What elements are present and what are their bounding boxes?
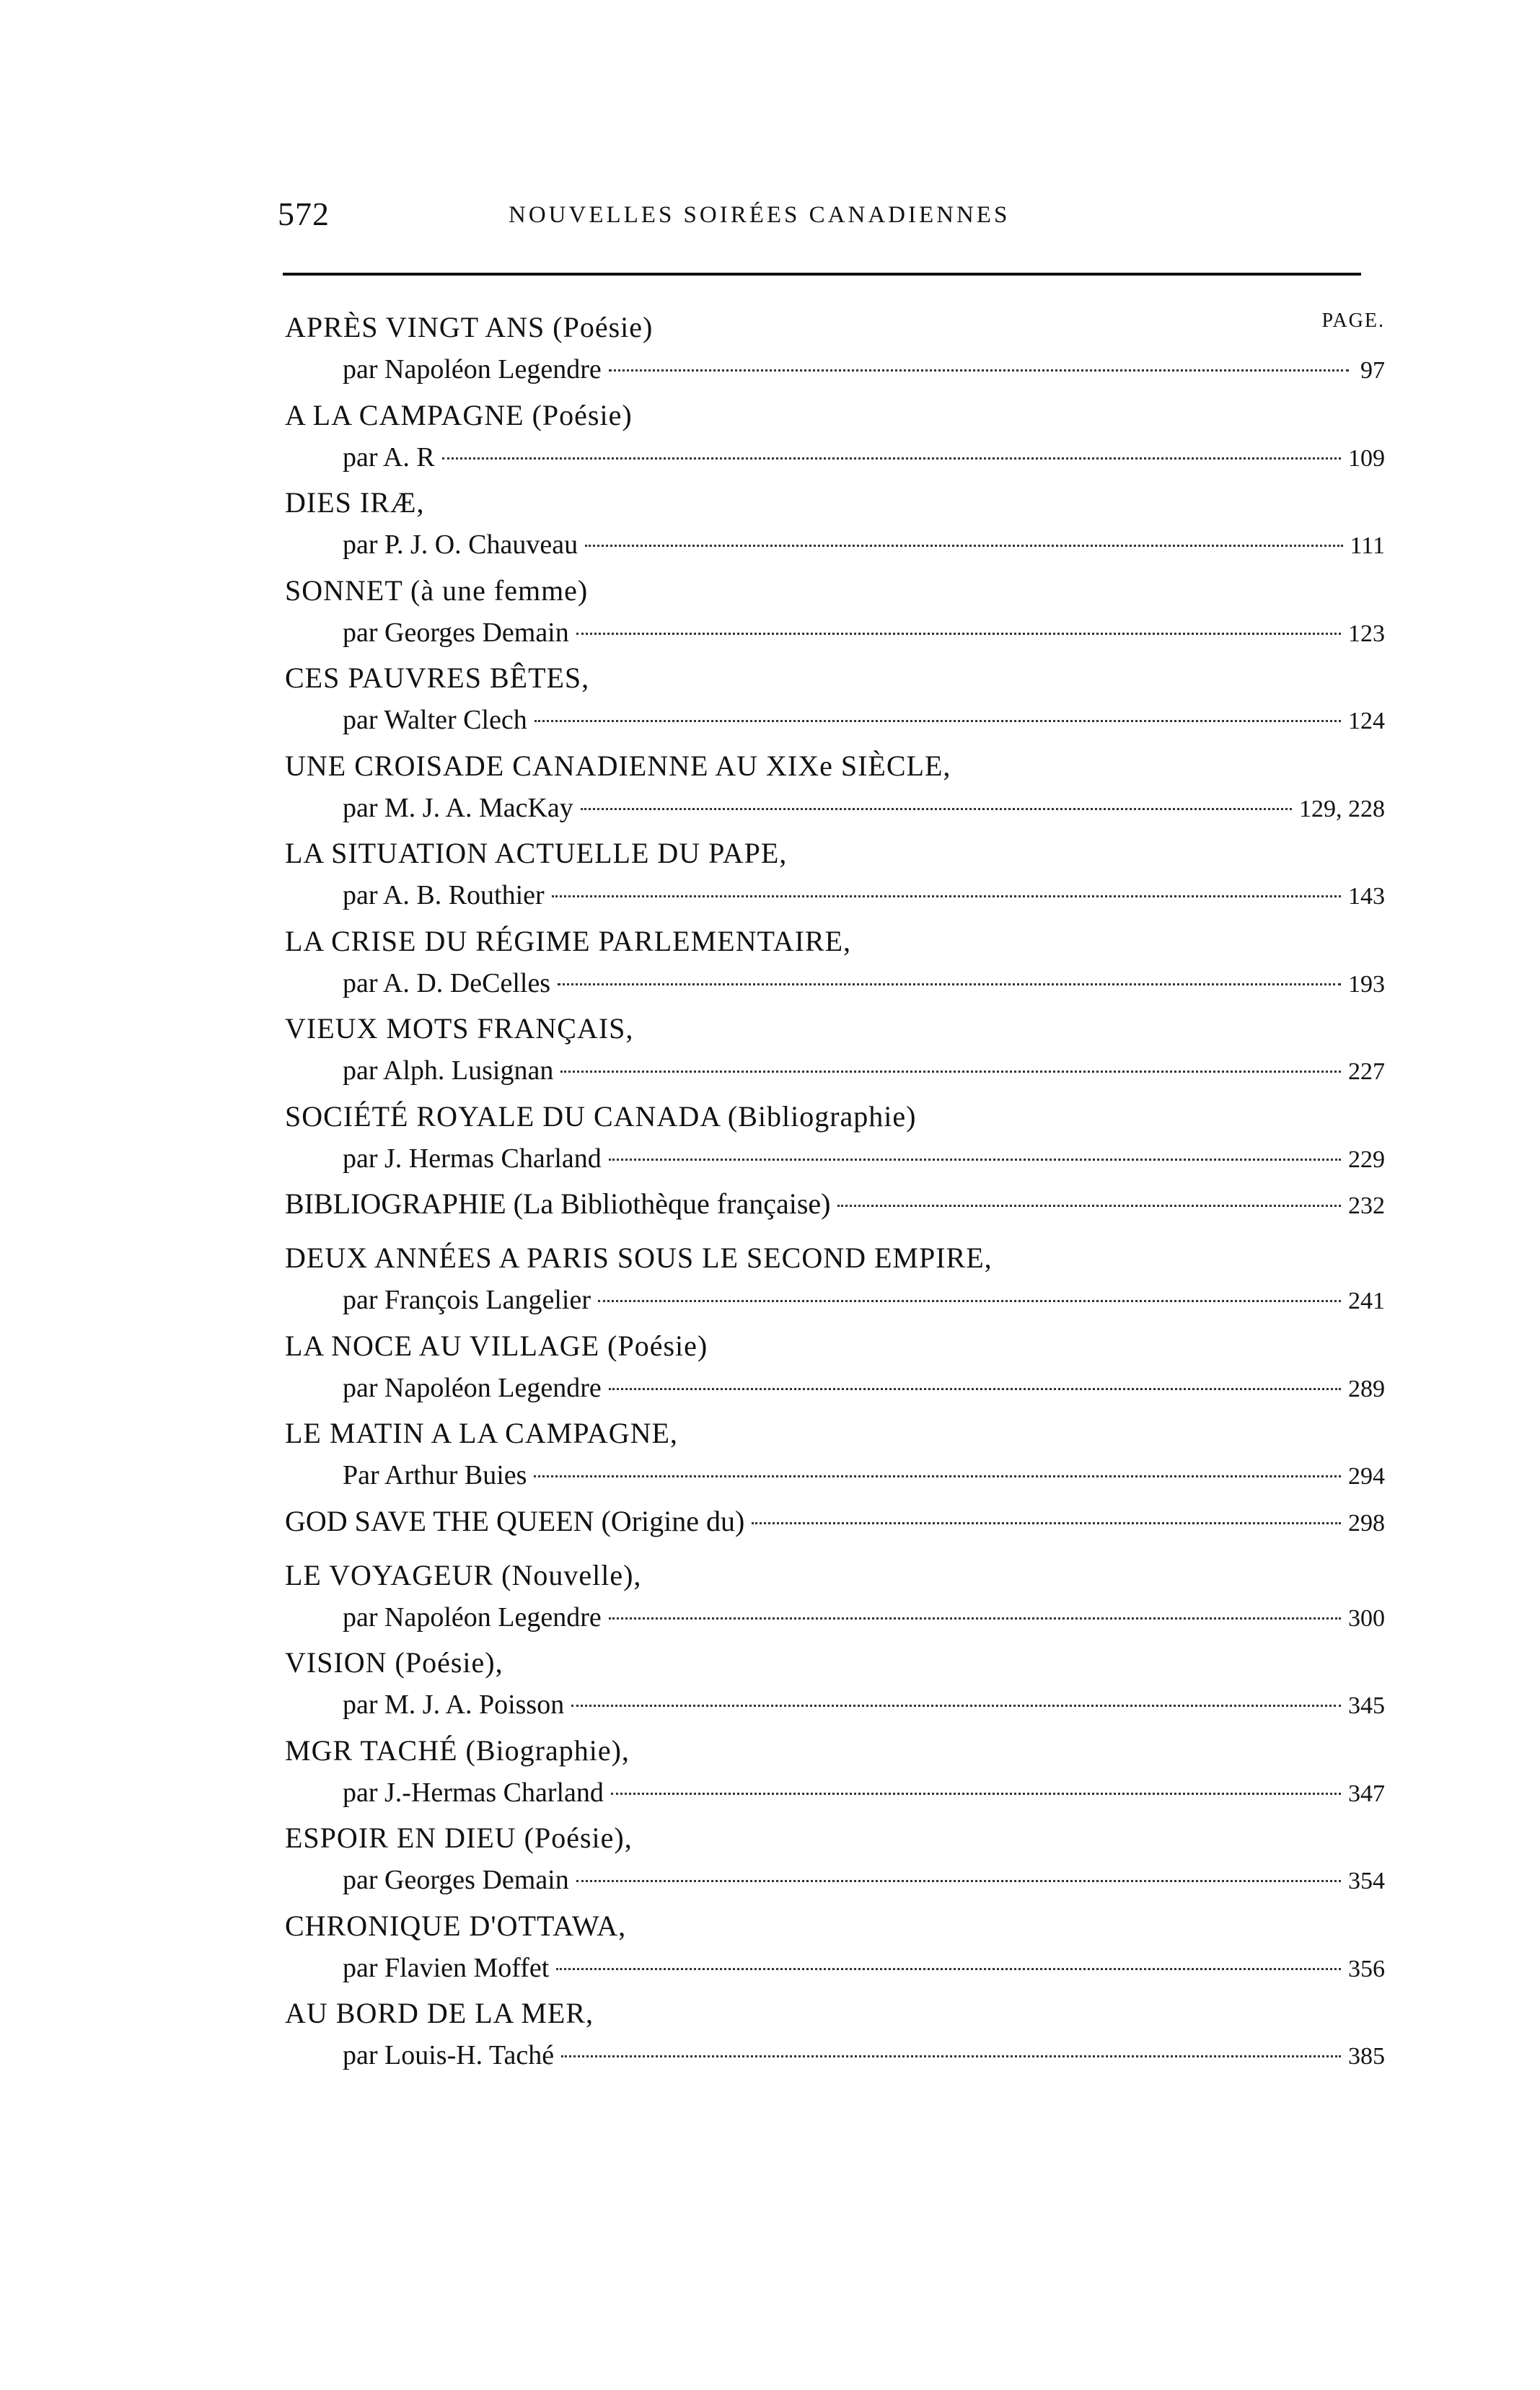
dot-leader xyxy=(609,1159,1341,1161)
toc-entry xyxy=(285,1730,1385,1818)
entry-title: LA CRISE DU RÉGIME PARLEMENTAIRE, xyxy=(285,924,852,957)
entry-byline: par Louis-H. Taché xyxy=(343,2040,555,2070)
entry-title: CHRONIQUE D'OTTAWA, xyxy=(285,1909,627,1942)
entry-line xyxy=(343,1138,1385,1179)
entry-title: ESPOIR EN DIEU (Poésie), xyxy=(285,1822,633,1854)
table-of-contents xyxy=(285,307,1385,2081)
entry-page: 109 xyxy=(1348,444,1385,472)
entry-title: APRÈS VINGT ANS (Poésie) xyxy=(285,311,654,343)
toc-entry xyxy=(285,1413,1385,1501)
entry-page: 97 xyxy=(1360,357,1385,384)
entry-title: DIES IRÆ, xyxy=(285,486,425,519)
entry-page: 232 xyxy=(1348,1192,1385,1219)
toc-entry xyxy=(285,1905,1385,1993)
entry-title: CES PAUVRES BÊTES, xyxy=(285,662,590,694)
entry-line xyxy=(343,787,1385,829)
dot-leader xyxy=(609,369,1349,372)
entry-line xyxy=(343,699,1385,741)
entry-byline: par Georges Demain xyxy=(343,617,569,648)
entry-byline: par M. J. A. Poisson xyxy=(343,1690,565,1720)
entry-line xyxy=(343,1947,1385,1989)
dot-leader xyxy=(609,1617,1341,1620)
entry-line xyxy=(285,1501,1385,1542)
dot-leader xyxy=(552,895,1341,897)
entry-page: 356 xyxy=(1348,1955,1385,1982)
entry-page: 300 xyxy=(1348,1604,1385,1632)
entry-line xyxy=(343,1454,1385,1496)
entry-byline: par M. J. A. MacKay xyxy=(343,792,573,823)
dot-leader xyxy=(752,1522,1341,1524)
dot-leader xyxy=(534,720,1341,722)
entry-line xyxy=(343,612,1385,654)
toc-entry xyxy=(285,570,1385,658)
entry-byline: par A. B. Routhier xyxy=(343,880,545,910)
entry-byline: par Flavien Moffet xyxy=(343,1952,550,1983)
entry-line xyxy=(343,2034,1385,2076)
entry-line xyxy=(343,348,1385,390)
entry-title: GOD SAVE THE QUEEN (Origine du) xyxy=(285,1504,745,1537)
toc-entry xyxy=(285,1555,1385,1643)
toc-entry xyxy=(285,307,1385,395)
entry-title: A LA CAMPAGNE (Poésie) xyxy=(285,398,633,431)
dot-leader xyxy=(556,1968,1341,1970)
toc-entry xyxy=(285,1501,1385,1555)
entry-title: VISION (Poésie), xyxy=(285,1646,503,1679)
dot-leader xyxy=(598,1300,1341,1302)
toc-entry xyxy=(285,1817,1385,1905)
entry-page: 345 xyxy=(1348,1692,1385,1719)
entry-page: 298 xyxy=(1348,1509,1385,1537)
entry-page: 294 xyxy=(1348,1463,1385,1490)
entry-line xyxy=(343,1772,1385,1814)
entry-byline: par Napoléon Legendre xyxy=(343,1372,602,1403)
toc-entry xyxy=(285,395,1385,483)
toc-entry xyxy=(285,1642,1385,1730)
entry-title: VIEUX MOTS FRANÇAIS, xyxy=(285,1012,634,1045)
entry-line xyxy=(343,1279,1385,1321)
entry-byline: par Napoléon Legendre xyxy=(343,1602,602,1633)
dot-leader xyxy=(534,1475,1341,1477)
entry-title: LA NOCE AU VILLAGE (Poésie) xyxy=(285,1329,708,1362)
toc-entry xyxy=(285,1237,1385,1325)
toc-entry xyxy=(285,832,1385,921)
entry-title: AU BORD DE LA MER, xyxy=(285,1997,594,2029)
entry-line xyxy=(343,524,1385,566)
entry-byline: par François Langelier xyxy=(343,1285,591,1315)
entry-byline: par A. D. DeCelles xyxy=(343,967,551,998)
dot-leader xyxy=(611,1793,1341,1795)
entry-title: BIBLIOGRAPHIE (La Bibliothèque française) xyxy=(285,1187,831,1220)
dot-leader xyxy=(442,457,1341,460)
dot-leader xyxy=(561,2055,1341,2057)
page-column-label: PAGE. xyxy=(1321,309,1385,332)
dot-leader xyxy=(571,1705,1341,1707)
toc-entry xyxy=(285,1096,1385,1184)
entry-line xyxy=(343,1050,1385,1091)
entry-page: 241 xyxy=(1348,1288,1385,1314)
entry-line xyxy=(343,1859,1385,1901)
entry-byline: par Alph. Lusignan xyxy=(343,1055,554,1086)
entry-page: 227 xyxy=(1348,1058,1385,1085)
entry-line xyxy=(343,962,1385,1004)
entry-byline: Par Arthur Buies xyxy=(343,1460,527,1490)
running-title: NOUVELLES SOIRÉES CANADIENNES xyxy=(509,202,1011,228)
entry-title: DEUX ANNÉES A PARIS SOUS LE SECOND EMPIRE, xyxy=(285,1242,993,1274)
entry-byline: par A. R xyxy=(343,441,435,473)
entry-line xyxy=(343,436,1385,478)
entry-title: MGR TACHÉ (Biographie), xyxy=(285,1734,630,1767)
entry-title: LE MATIN A LA CAMPAGNE, xyxy=(285,1417,678,1449)
toc-entry xyxy=(285,745,1385,833)
entry-page: 347 xyxy=(1348,1780,1385,1807)
entry-title: UNE CROISADE CANADIENNE AU XIXe SIÈCLE, xyxy=(285,749,951,782)
entry-page: 143 xyxy=(1348,883,1385,910)
entry-page: 129, 228 xyxy=(1299,795,1385,822)
entry-page: 385 xyxy=(1348,2043,1385,2070)
dot-leader xyxy=(576,633,1341,635)
entry-byline: par P. J. O. Chauveau xyxy=(343,530,578,560)
page-header xyxy=(278,195,1360,238)
entry-page: 354 xyxy=(1348,1868,1385,1894)
entry-line xyxy=(285,1183,1385,1225)
entry-page: 289 xyxy=(1348,1375,1385,1402)
dot-leader xyxy=(585,545,1342,547)
entry-line xyxy=(343,874,1385,916)
entry-page: 229 xyxy=(1348,1146,1385,1173)
dot-leader xyxy=(576,1880,1341,1882)
dot-leader xyxy=(837,1205,1341,1207)
page-number: 572 xyxy=(278,195,330,232)
entry-title: LE VOYAGEUR (Nouvelle), xyxy=(285,1558,642,1591)
entry-page: 123 xyxy=(1348,620,1385,647)
toc-entry xyxy=(285,657,1385,745)
entry-byline: par J.-Hermas Charland xyxy=(343,1777,604,1808)
entry-title: SONNET (à une femme) xyxy=(285,574,589,607)
entry-byline: par Walter Clech xyxy=(343,705,527,735)
toc-entry xyxy=(285,1008,1385,1096)
toc-entry xyxy=(285,482,1385,570)
dot-leader xyxy=(609,1388,1341,1390)
entry-page: 193 xyxy=(1348,970,1385,998)
entry-title: SOCIÉTÉ ROYALE DU CANADA (Bibliographie) xyxy=(285,1099,917,1133)
entry-line xyxy=(343,1367,1385,1409)
entry-line xyxy=(343,1596,1385,1638)
header-rule xyxy=(283,273,1361,276)
entry-page: 111 xyxy=(1350,532,1385,559)
entry-page: 124 xyxy=(1348,708,1385,734)
entry-byline: par Georges Demain xyxy=(343,1865,569,1895)
toc-entry xyxy=(285,921,1385,1009)
toc-entry xyxy=(285,1993,1385,2081)
entry-line xyxy=(343,1684,1385,1726)
toc-entry xyxy=(285,1325,1385,1413)
entry-byline: par Napoléon Legendre xyxy=(343,354,602,385)
dot-leader xyxy=(558,983,1341,985)
entry-title: LA SITUATION ACTUELLE DU PAPE, xyxy=(285,837,788,869)
toc-entry xyxy=(285,1183,1385,1237)
dot-leader xyxy=(560,1071,1341,1073)
entry-byline: par J. Hermas Charland xyxy=(343,1143,602,1174)
dot-leader xyxy=(581,808,1292,810)
